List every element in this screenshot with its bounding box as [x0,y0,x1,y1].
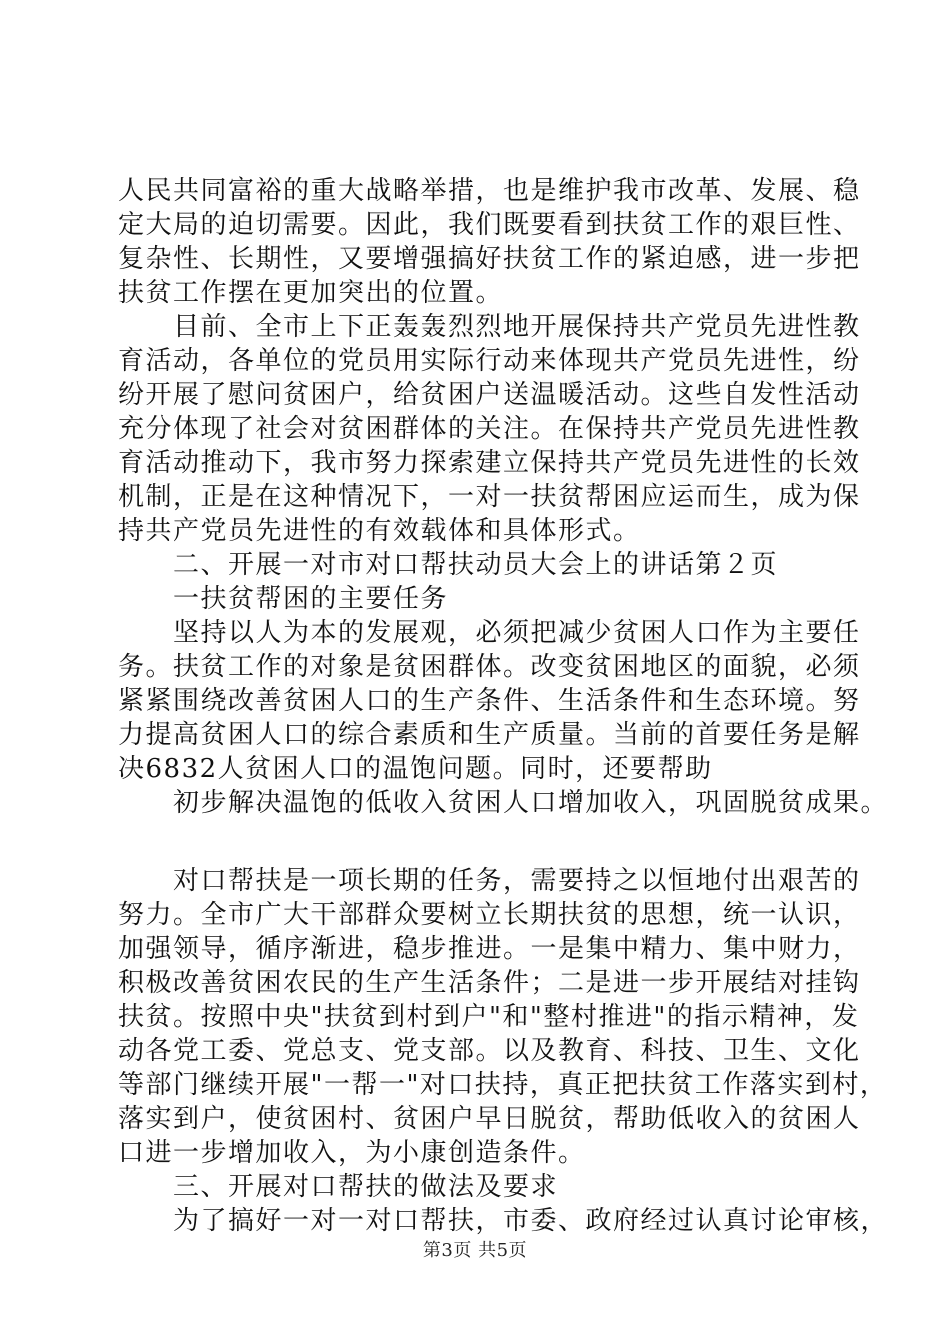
text-line: 机制，正是在这种情况下，一对一扶贫帮困应运而生，成为保 [118,482,861,512]
text-line: 口进一步增加收入，为小康创造条件。 [118,1138,586,1168]
text-line: 持共产党员先进性的有效载体和具体形式。 [118,516,641,546]
text-line: 定大局的迫切需要。因此，我们既要看到扶贫工作的艰巨性、 [118,210,861,240]
text-line: 初步解决温饱的低收入贫困人口增加收入，巩固脱贫成果。 [118,788,889,818]
section-heading: 二、开展一对市对口帮扶动员大会上的讲话第２页 [118,550,779,580]
section-heading: 三、开展对口帮扶的做法及要求 [118,1172,559,1202]
text-line: 动各党工委、党总支、党支部。以及教育、科技、卫生、文化 [118,1036,861,1066]
text-line: 紧紧围绕改善贫困人口的生产条件、生活条件和生态环境。努 [118,686,861,716]
text-line: 等部门继续开展"一帮一"对口扶持，真正把扶贫工作落实到村， [118,1070,888,1100]
text-line: 落实到户，使贫困村、贫困户早日脱贫，帮助低收入的贫困人 [118,1104,861,1134]
text-line: 人民共同富裕的重大战略举措，也是维护我市改革、发展、稳 [118,176,861,206]
text-line: 目前、全市上下正轰轰烈烈地开展保持共产党员先进性教 [118,312,861,342]
text-line: 努力。全市广大干部群众要树立长期扶贫的思想，统一认识， [118,900,861,930]
text-line: 育活动推动下，我市努力探索建立保持共产党员先进性的长效 [118,448,861,478]
text-line: 扶贫。按照中央"扶贫到村到户"和"整村推进"的指示精神，发 [118,1002,860,1032]
text-line: 扶贫工作摆在更加突出的位置。 [118,278,504,308]
text-line: 纷开展了慰问贫困户，给贫困户送温暖活动。这些自发性活动 [118,380,861,410]
text-line: 积极改善贫困农民的生产生活条件；二是进一步开展结对挂钩 [118,968,861,998]
text-line: 为了搞好一对一对口帮扶，市委、政府经过认真讨论审核， [118,1206,889,1236]
text-line: 务。扶贫工作的对象是贫困群体。改变贫困地区的面貌，必须 [118,652,861,682]
text-line: 充分体现了社会对贫困群体的关注。在保持共产党员先进性教 [118,414,861,444]
text-line: 育活动，各单位的党员用实际行动来体现共产党员先进性，纷 [118,346,861,376]
text-line: 力提高贫困人口的综合素质和生产质量。当前的首要任务是解 [118,720,861,750]
text-line: 决6832人贫困人口的温饱问题。同时，还要帮助 [118,754,713,784]
text-line: 加强领导，循序渐进，稳步推进。一是集中精力、集中财力， [118,934,861,964]
page-number-footer: 第3页 共5页 [422,1240,528,1261]
text-line: 坚持以人为本的发展观，必须把减少贫困人口作为主要任 [118,618,861,648]
subsection-heading: 一扶贫帮困的主要任务 [118,584,449,614]
text-line: 对口帮扶是一项长期的任务，需要持之以恒地付出艰苦的 [118,866,861,896]
text-line: 复杂性、长期性，又要增强搞好扶贫工作的紧迫感，进一步把 [118,244,861,274]
